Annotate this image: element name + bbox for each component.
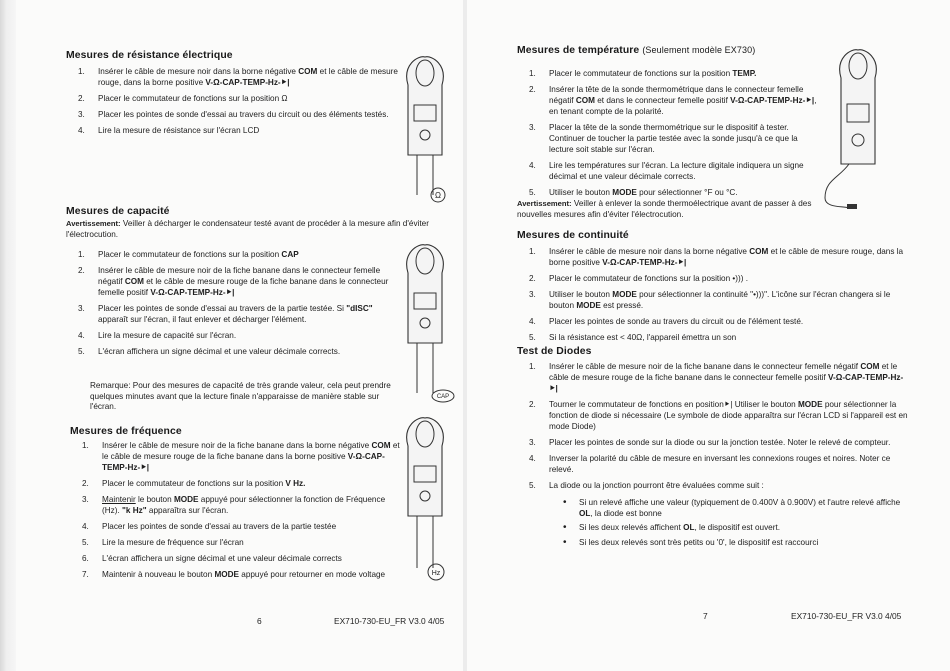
bullet-item bbox=[517, 538, 909, 549]
continuity-title: Mesures de continuité bbox=[517, 230, 629, 241]
text-run: pour sélectionner °F ou °C. bbox=[636, 188, 738, 197]
text-run: Utiliser le bouton bbox=[549, 188, 613, 197]
step-item bbox=[517, 437, 909, 448]
text-run: Si un relevé affiche une valeur (typiquement de 0.400V à 0.900V) et l'autre relevé affiche bbox=[579, 498, 901, 507]
step-number: 5. bbox=[529, 481, 536, 490]
bold-term: V Hz. bbox=[285, 479, 306, 488]
text-run: est pressé. bbox=[600, 301, 644, 310]
step-item bbox=[517, 316, 907, 327]
meter-drawing bbox=[407, 57, 444, 195]
bold-term: MODE bbox=[576, 301, 601, 310]
bold-term: CAP bbox=[281, 250, 299, 259]
step-item bbox=[66, 93, 404, 104]
step-number: 5. bbox=[82, 538, 89, 547]
step-item bbox=[66, 109, 404, 120]
text-run: , en tenant compte de la polarité. bbox=[549, 96, 817, 116]
text-run: Placer les pointes de sonde au travers du circuit ou de l'élément testé. bbox=[549, 317, 804, 326]
frequency-title: Mesures de fréquence bbox=[70, 426, 182, 437]
bold-term: COM bbox=[575, 96, 595, 105]
bold-term: MODE bbox=[612, 290, 637, 299]
bold-term: MODE bbox=[797, 400, 823, 409]
step-number: 6. bbox=[82, 554, 89, 563]
step-number: 3. bbox=[529, 438, 536, 447]
page-number: 6 bbox=[257, 616, 262, 626]
bold-term: OL bbox=[683, 523, 695, 532]
text-run: Lire la mesure de fréquence sur l'écran bbox=[102, 538, 244, 547]
text-run: Si les deux relevés affichent bbox=[579, 523, 684, 532]
step-item bbox=[517, 187, 817, 198]
bold-term: COM bbox=[371, 441, 391, 450]
step-number: 7. bbox=[82, 570, 89, 579]
step-item bbox=[517, 68, 817, 79]
step-number: 2. bbox=[529, 400, 536, 409]
step-number: 4. bbox=[82, 522, 89, 531]
step-number: 1. bbox=[529, 247, 536, 256]
step-number: 4. bbox=[529, 317, 536, 326]
step-item bbox=[66, 303, 396, 325]
page-6 bbox=[16, 0, 463, 671]
text-run: Placer le commutateur de fonctions sur la position bbox=[102, 479, 286, 488]
text-run: et le câble de mesure rouge, dans la borne positive bbox=[549, 247, 904, 267]
text-run: pour sélectionner la continuité "•)))". L'icône sur l'écran changera si le bouton bbox=[549, 290, 891, 310]
text-run: et le câble de mesure rouge, dans la borne positive bbox=[98, 67, 398, 87]
step-item bbox=[70, 569, 400, 580]
step-number: 5. bbox=[78, 347, 85, 356]
step-number: 4. bbox=[78, 331, 85, 340]
step-number: 1. bbox=[78, 67, 85, 76]
underlined-term: Maintenir bbox=[102, 495, 136, 504]
step-number: 4. bbox=[529, 454, 536, 463]
step-number: 3. bbox=[78, 304, 85, 313]
text-run: appuyé pour sélectionner la fonction de Fréquence (Hz). bbox=[102, 495, 386, 515]
frequency-steps bbox=[70, 440, 400, 585]
step-number: 2. bbox=[78, 266, 85, 275]
meter-label-hz: Hz bbox=[431, 570, 441, 577]
meter-drawing bbox=[407, 418, 444, 568]
step-item bbox=[66, 346, 396, 357]
bold-term: MODE bbox=[612, 188, 637, 197]
step-item bbox=[66, 249, 396, 260]
meter-drawing bbox=[840, 50, 877, 164]
warning-label: Avertissement: bbox=[517, 199, 572, 208]
temperature-warning bbox=[517, 199, 837, 220]
temperature-heading bbox=[517, 45, 755, 56]
step-number: 1. bbox=[529, 69, 536, 78]
meter-label-cap: CAP bbox=[436, 394, 450, 400]
text-run: Placer le commutateur de fonctions sur la position bbox=[98, 250, 282, 259]
step-item bbox=[517, 289, 907, 311]
text-run: Placer la tête de la sonde thermométrique sur le dispositif à tester. Continuer de toucher la partie testée avec la sonde jusqu'à ce que la lecture soit stable sur l'écran. bbox=[549, 123, 798, 154]
step-item bbox=[70, 537, 400, 548]
step-number: 3. bbox=[82, 495, 89, 504]
text-run: Placer les pointes de sonde d'essai au travers de la partie testée. Si bbox=[98, 304, 347, 313]
bold-term: V-Ω-CAP-TEMP-Hz-⯈| bbox=[205, 78, 290, 87]
clamp-meter-capacity-illustration bbox=[400, 243, 454, 403]
step-item bbox=[70, 440, 400, 473]
document-reference: EX710-730-EU_FR V3.0 4/05 bbox=[334, 616, 445, 626]
text-run: Placer les pointes de sonde sur la diode ou sur la jonction testée. Noter le relevé de compteur. bbox=[549, 438, 891, 447]
text-run: et le câble de mesure rouge de la fiche banane dans la borne positive bbox=[102, 441, 400, 461]
step-item bbox=[70, 494, 400, 516]
step-number: 3. bbox=[529, 123, 536, 132]
step-number: 1. bbox=[78, 250, 85, 259]
thermocouple-probe-tip bbox=[847, 204, 857, 209]
bold-term: TEMP. bbox=[732, 69, 757, 78]
clamp-meter-frequency-illustration bbox=[400, 416, 454, 580]
text-run: Utiliser le bouton bbox=[549, 290, 613, 299]
bold-term: "k Hz" bbox=[122, 506, 147, 515]
continuity-steps bbox=[517, 246, 907, 348]
step-item bbox=[517, 332, 907, 343]
capacity-warning bbox=[66, 219, 456, 240]
step-number: 2. bbox=[529, 85, 536, 94]
step-number: 1. bbox=[529, 362, 536, 371]
text-run: L'écran affichera un signe décimal et une valeur décimale corrects bbox=[102, 554, 342, 563]
step-item bbox=[70, 521, 400, 532]
bullet-icon: • bbox=[563, 536, 567, 548]
step-number: 1. bbox=[82, 441, 89, 450]
step-item bbox=[517, 273, 907, 284]
step-item bbox=[517, 453, 909, 475]
diodes-title: Test de Diodes bbox=[517, 346, 592, 357]
bold-term: V-Ω-CAP-TEMP-Hz-⯈| bbox=[150, 288, 235, 297]
step-item bbox=[517, 84, 817, 117]
text-run: , le dispositif est ouvert. bbox=[694, 523, 781, 532]
step-item bbox=[66, 265, 396, 298]
text-run: Lire la mesure de capacité sur l'écran. bbox=[98, 331, 237, 340]
warning-text: Veiller à décharger le condensateur testé avant de procéder à la mesure afin d'éviter l'électrocution. bbox=[66, 219, 429, 239]
text-run: Lire la mesure de résistance sur l'écran LCD bbox=[98, 126, 260, 135]
text-run: Lire les températures sur l'écran. La lecture digitale indiquera un signe décimal et une valeur décimale corrects. bbox=[549, 161, 804, 181]
bullet-item bbox=[517, 498, 909, 519]
step-item bbox=[517, 361, 909, 394]
step-item bbox=[66, 125, 404, 136]
text-run: et dans le connecteur femelle positif bbox=[594, 96, 731, 105]
step-number: 2. bbox=[529, 274, 536, 283]
text-run: appuyé pour retourner en mode voltage bbox=[239, 570, 386, 579]
diodes-evaluation-bullets bbox=[517, 498, 909, 552]
bold-term: "dISC" bbox=[346, 304, 373, 313]
text-run: Insérer le câble de mesure noir de la fiche banane dans le connecteur femelle négatif bbox=[98, 266, 381, 286]
text-run: Placer les pointes de sonde d'essai au travers du circuit ou des éléments testés. bbox=[98, 110, 389, 119]
document-reference: EX710-730-EU_FR V3.0 4/05 bbox=[791, 611, 902, 621]
scan-binding-edge bbox=[0, 0, 16, 671]
text-run: Inverser la polarité du câble de mesure en inversant les connexions rouges et noires. Noter ce relevé. bbox=[549, 454, 891, 474]
bold-term: MODE bbox=[173, 495, 199, 504]
bold-term: V-Ω-CAP-TEMP-Hz-⯈| bbox=[602, 258, 687, 267]
text-run: L'écran affichera un signe décimal et une valeur décimale corrects. bbox=[98, 347, 341, 356]
page-7 bbox=[467, 0, 950, 671]
bold-term: MODE bbox=[214, 570, 239, 579]
text-run: Maintenir à nouveau le bouton bbox=[102, 570, 215, 579]
step-number: 3. bbox=[529, 290, 536, 299]
text-run: Insérer le câble de mesure noir dans la borne négative bbox=[98, 67, 299, 76]
bold-term: OL bbox=[579, 508, 591, 518]
page-number: 7 bbox=[703, 611, 708, 621]
thermocouple-probe-cable bbox=[825, 164, 849, 208]
bold-term: V-Ω-CAP-TEMP-Hz-⯈| bbox=[549, 373, 904, 393]
step-item bbox=[517, 399, 909, 432]
meter-label-ohm: Ω bbox=[435, 191, 441, 200]
text-run: et le câble de mesure rouge de la fiche banane dans le connecteur femelle positif bbox=[549, 362, 898, 382]
step-item bbox=[517, 246, 907, 268]
resistance-steps bbox=[66, 66, 404, 141]
bullet-icon: • bbox=[563, 522, 567, 533]
step-item bbox=[66, 66, 404, 88]
bullet-item bbox=[517, 523, 909, 534]
temperature-steps bbox=[517, 68, 817, 203]
bold-term: COM bbox=[124, 277, 144, 286]
diodes-steps bbox=[517, 361, 909, 496]
text-run: pour sélectionner la fonction de diode si nécessaire (Le symbole de diode apparaîtra sur l'écran LCD si l'appareil est en mode Diode) bbox=[549, 400, 908, 431]
step-number: 4. bbox=[78, 126, 85, 135]
text-run: le bouton bbox=[135, 495, 174, 504]
step-number: 2. bbox=[78, 94, 85, 103]
temperature-title: Mesures de température bbox=[517, 45, 640, 56]
text-run: Placer le commutateur de fonctions sur la position •))) . bbox=[549, 274, 748, 283]
bold-term: COM bbox=[860, 362, 880, 371]
bullet-icon: • bbox=[563, 497, 567, 508]
text-run: apparaît sur l'écran, il faut enlever et décharger l'élément. bbox=[98, 315, 307, 324]
step-number: 5. bbox=[529, 188, 536, 197]
text-run: Insérer le câble de mesure noir de la fiche banane dans la borne négative bbox=[102, 441, 372, 450]
text-run: Placer le commutateur de fonctions sur la position bbox=[549, 69, 733, 78]
text-run: apparaîtra sur l'écran. bbox=[146, 506, 229, 515]
text-run: , la diode est bonne bbox=[590, 508, 662, 518]
step-item bbox=[517, 122, 817, 155]
bold-term: COM bbox=[749, 247, 769, 256]
bold-term: V-Ω-CAP-TEMP-Hz-⯈| bbox=[102, 452, 385, 472]
text-run: La diode ou la jonction pourront être évaluées comme suit : bbox=[549, 481, 764, 490]
step-number: 2. bbox=[82, 479, 89, 488]
text-run: Placer le commutateur de fonctions sur la position Ω bbox=[98, 94, 288, 103]
text-run: Insérer le câble de mesure noir de la fiche banane dans le connecteur femelle négatif bbox=[549, 362, 861, 371]
step-item bbox=[70, 553, 400, 564]
step-item bbox=[66, 330, 396, 341]
step-item bbox=[517, 160, 817, 182]
step-number: 5. bbox=[529, 333, 536, 342]
capacity-title: Mesures de capacité bbox=[66, 206, 170, 217]
capacity-steps bbox=[66, 249, 396, 362]
text-run: et le câble de mesure rouge de la fiche banane dans le connecteur femelle positif bbox=[98, 277, 389, 297]
meter-drawing bbox=[407, 245, 444, 393]
text-run: Tourner le commutateur de fonctions en position⯈| Utiliser le bouton bbox=[549, 400, 798, 409]
text-run: Insérer le câble de mesure noir dans la borne négative bbox=[549, 247, 750, 256]
step-item bbox=[517, 480, 909, 491]
text-run: Insérer la tête de la sonde thermométrique dans le connecteur femelle négatif bbox=[549, 85, 804, 105]
resistance-title: Mesures de résistance électrique bbox=[66, 50, 233, 61]
warning-label: Avertissement: bbox=[66, 219, 121, 228]
capacity-remark: Remarque: Pour des mesures de capacité de très grande valeur, cela peut prendre quelques minutes avant que la lecture finale n'apparaisse de manière stable sur l'écran. bbox=[90, 381, 391, 411]
text-run: Si la résistance est < 40Ω, l'appareil émettra un son bbox=[549, 333, 737, 342]
step-item bbox=[70, 478, 400, 489]
warning-text: Veiller à enlever la sonde thermoélectrique avant de passer à des nouvelles mesures afin d'éviter l'électrocution. bbox=[517, 199, 812, 219]
clamp-meter-temperature-illustration bbox=[819, 48, 885, 212]
step-number: 4. bbox=[529, 161, 536, 170]
clamp-meter-resistance-illustration bbox=[400, 55, 450, 203]
temperature-subtitle: (Seulement modèle EX730) bbox=[642, 45, 756, 55]
step-number: 3. bbox=[78, 110, 85, 119]
text-run: Placer les pointes de sonde d'essai au travers de la partie testée bbox=[102, 522, 337, 531]
bold-term: V-Ω-CAP-TEMP-Hz-⯈| bbox=[730, 96, 815, 105]
bold-term: COM bbox=[298, 67, 318, 76]
text-run: Si les deux relevés sont très petits ou '0', le dispositif est raccourci bbox=[579, 537, 819, 547]
